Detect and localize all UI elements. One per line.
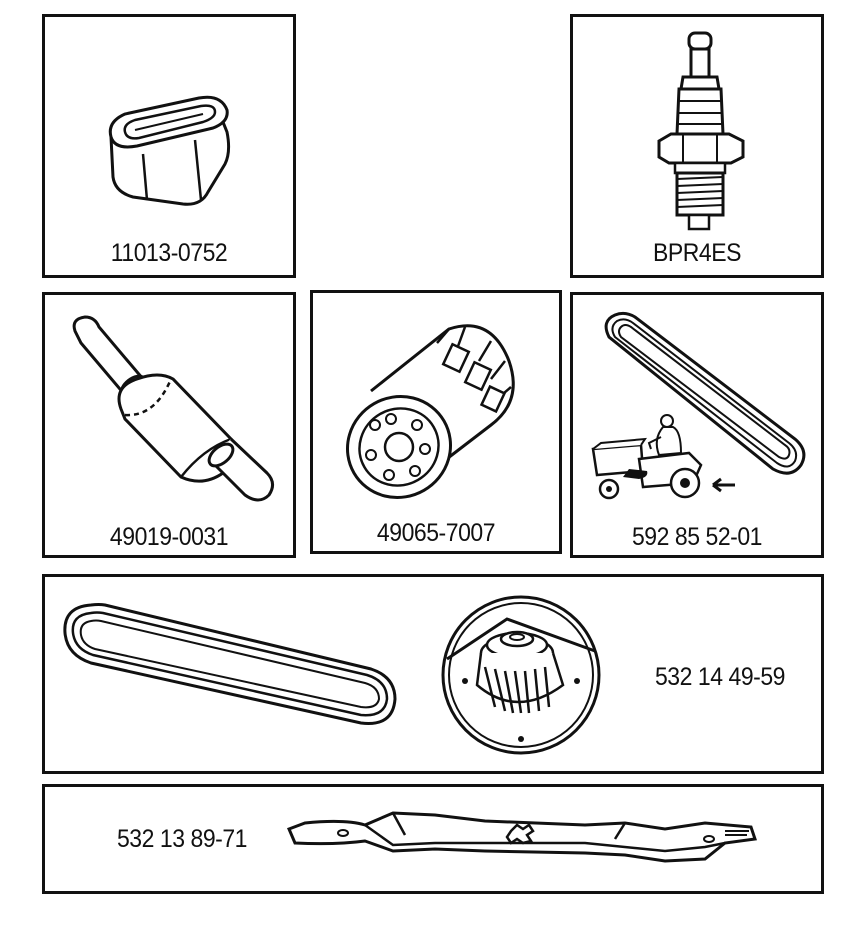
air-filter-icon bbox=[103, 92, 243, 207]
part-number-oil-filter: 49065-7007 bbox=[376, 519, 496, 547]
part-panel-air-filter bbox=[42, 14, 296, 278]
spark-plug-icon bbox=[653, 29, 748, 234]
pulley-icon bbox=[437, 589, 605, 761]
part-number-air-filter: 11013-0752 bbox=[110, 239, 228, 267]
part-panel-deck-belt-pulley bbox=[42, 574, 824, 774]
part-number-fuel-filter: 49019-0031 bbox=[109, 523, 229, 551]
part-panel-spark-plug bbox=[570, 14, 824, 278]
mower-blade-icon bbox=[285, 799, 759, 879]
part-panel-fuel-filter bbox=[42, 292, 296, 558]
part-number-spark-plug: BPR4ES bbox=[652, 239, 742, 267]
riding-mower-icon bbox=[589, 409, 739, 505]
oil-filter-icon bbox=[341, 321, 531, 501]
part-panel-ground-belt bbox=[570, 292, 824, 558]
part-number-blade: 532 13 89-71 bbox=[116, 825, 248, 853]
part-panel-blade bbox=[42, 784, 824, 894]
part-number-ground-belt: 592 85 52-01 bbox=[631, 523, 763, 551]
part-number-deck-belt-pulley: 532 14 49-59 bbox=[654, 663, 786, 691]
part-panel-oil-filter bbox=[310, 290, 562, 554]
fuel-filter-icon bbox=[63, 309, 283, 509]
deck-belt-icon bbox=[61, 599, 401, 729]
